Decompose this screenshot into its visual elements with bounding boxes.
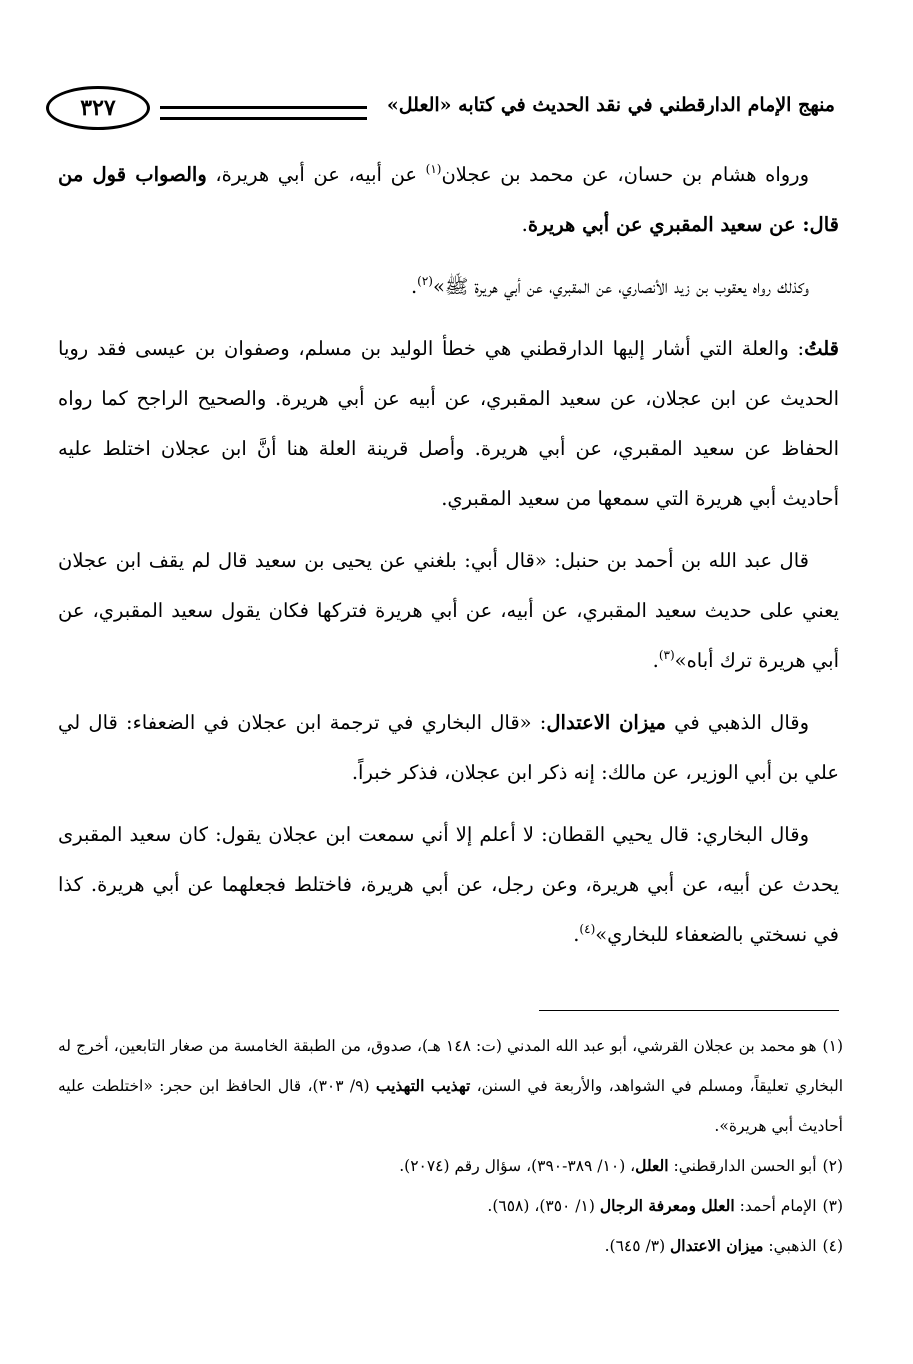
footnote-text: هو محمد بن عجلان القرشي، أبو عبد الله المدني (ت: ١٤٨ هـ)، صدوق، من الطبقة الخامسة من صغار التابعين، أخرج له البخاري تعليقاً، ومسلم في الشواهد، والأربعة في السنن،: [58, 1037, 844, 1095]
paragraph-5: [58, 698, 839, 798]
footnote-bold-text: العلل: [635, 1156, 669, 1175]
footnote-ref-3[interactable]: (٣): [658, 648, 675, 662]
paragraph-text: .: [573, 923, 580, 946]
footnotes: [58, 1026, 843, 1266]
paragraph-text: .: [652, 649, 659, 672]
footnote-number: (٢): [822, 1157, 843, 1175]
footnote-text: أبو الحسن الدارقطني:: [668, 1157, 817, 1175]
footnote-text: (٩/ ٣٠٣)، قال الحافظ ابن حجر: «اختلطت عليه أحاديث أبي هريرة».: [58, 1077, 843, 1135]
footnote-4: [58, 1226, 843, 1266]
paragraph-text: : «قال البخاري في ترجمة ابن عجلان في الضعفاء: قال لي علي بن أبي الوزير، عن مالك: إنه ذكر ابن عجلان، فذكر خبراً.: [58, 711, 839, 784]
paragraph-bold-text: والصواب قول من قال: عن سعيد المقبري عن أبي هريرة: [58, 163, 839, 236]
footnote-separator: [539, 1010, 839, 1011]
footnote-number: (٣): [822, 1197, 843, 1215]
paragraph-text: ورواه هشام بن حسان، عن محمد بن عجلان: [441, 163, 810, 186]
paragraph-text: .: [410, 275, 418, 298]
footnote-text: الإمام أحمد:: [734, 1197, 817, 1215]
footnote-text: (١/ ٣٥٠)، (٦٥٨).: [487, 1197, 600, 1215]
running-title: منهج الإمام الدارقطني في نقد الحديث في كتابه «العلل»: [386, 94, 835, 116]
footnote-ref-1[interactable]: (١): [425, 162, 442, 176]
page-number-badge: [46, 86, 150, 130]
paragraph-text: وكذلك رواه يعقوب بن زيد الأنصاري، عن المقبري، عن أبي هريرة ﷺ»: [432, 275, 809, 298]
paragraph-text: عن أبيه، عن أبي هريرة،: [206, 163, 426, 186]
paragraph-text: .: [521, 213, 528, 236]
footnote-ref-2[interactable]: (٢): [417, 274, 433, 288]
footnote-number: (١): [822, 1037, 843, 1055]
footnote-text: الذهبي:: [763, 1237, 817, 1255]
paragraph-text: : والعلة التي أشار إليها الدارقطني هي خطأ الوليد بن مسلم، وصفوان بن عيسى فقد رويا الحديث عن ابن عجلان، عن سعيد المقبري، عن أبيه عن أبي هريرة. والصحيح الراجح كما رواه الحفاظ عن سعيد المقبري، عن أبي هريرة. وأصل قرينة العلة هنا أنَّ ابن عجلان اختلط عليه أحاديث أبي هريرة التي سمعها من سعيد المقبري.: [58, 337, 839, 510]
footnote-1: [58, 1026, 843, 1146]
footnote-3: [58, 1186, 843, 1226]
paragraph-2: [58, 262, 839, 312]
footnote-number: (٤): [822, 1237, 843, 1255]
paragraph-3: [58, 324, 839, 524]
footnote-bold-text: ميزان الاعتدال: [670, 1236, 764, 1255]
paragraph-6: [58, 810, 839, 960]
paragraph-text: قال عبد الله بن أحمد بن حنبل: «قال أبي: بلغني عن يحيى بن سعيد قال لم يقف ابن عجلان يعني على حديث سعيد المقبري، عن أبيه، عن أبي هريرة فتركها فكان يقول سعيد المقبري، عن أبي هريرة ترك أباه»: [58, 549, 839, 672]
footnote-bold-text: العلل ومعرفة الرجال: [599, 1196, 735, 1215]
footnote-text: (٣/ ٦٤٥).: [604, 1237, 671, 1255]
page-number: ٣٢٧: [80, 95, 116, 121]
footnote-bold-text: تهذيب التهذيب: [375, 1076, 471, 1095]
paragraph-4: [58, 536, 839, 686]
footnote-text: ، (١٠/ ٣٨٩-٣٩٠)، سؤال رقم (٢٠٧٤).: [399, 1157, 636, 1175]
paragraph-bold-text: ميزان الاعتدال: [546, 711, 666, 734]
footnote-ref-4[interactable]: (٤): [579, 922, 596, 936]
header-double-rule: [160, 106, 367, 120]
paragraph-bold-text: قلتُ: [804, 337, 839, 360]
footnote-2: [58, 1146, 843, 1186]
page-header: [46, 82, 835, 144]
paragraph-text: وقال الذهبي في: [665, 711, 809, 734]
paragraph-text: وقال البخاري: قال يحيي القطان: لا أعلم إلا أني سمعت ابن عجلان يقول: كان سعيد المقبرى يحدث عن أبيه، عن أبي هريرة، وعن رجل، عن أبي هريرة، فاختلط فجعلهما عن أبي هريرة. كذا في نسختي بالضعفاء للبخاري»: [58, 823, 839, 946]
paragraph-1: [58, 150, 839, 250]
main-text: [58, 150, 839, 972]
